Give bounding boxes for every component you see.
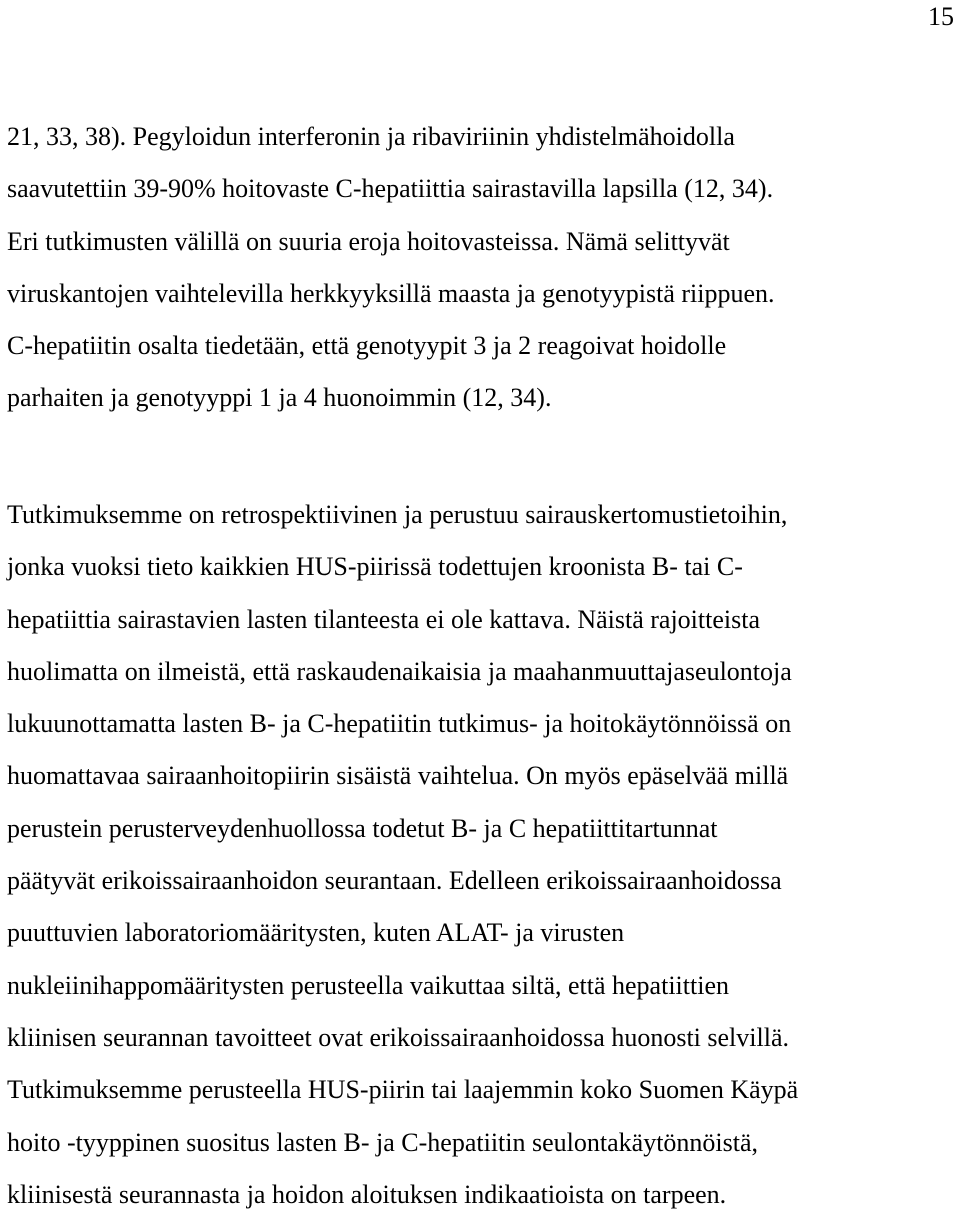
text-line: Eri tutkimusten välillä on suuria eroja hoitovasteissa. Nämä selittyvät: [7, 226, 730, 256]
text-line: C-hepatiitin osalta tiedetään, että genotyypit 3 ja 2 reagoivat hoidolle: [7, 331, 727, 361]
text-line: viruskantojen vaihtelevilla herkkyyksillä maasta ja genotyypistä riippuen.: [7, 278, 775, 308]
text-line: huolimatta on ilmeistä, että raskaudenaikaisia ja maahanmuuttajaseulontoja: [7, 656, 792, 686]
text-line: hepatiittia sairastavien lasten tilanteesta ei ole kattava. Näistä rajoitteista: [7, 604, 760, 634]
text-line: 21, 33, 38). Pegyloidun interferonin ja ribaviriinin yhdistelmähoidolla: [7, 122, 735, 151]
page-number: 15: [928, 2, 954, 31]
text-line: kliinisestä seurannasta ja hoidon aloituksen indikaatioista on tarpeen.: [7, 1179, 727, 1209]
text-line: Tutkimuksemme perusteella HUS-piirin tai laajemmin koko Suomen Käypä: [7, 1075, 799, 1105]
text-line: perustein perusterveydenhuollossa todetut B- ja C hepatiittitartunnat: [7, 813, 718, 843]
text-line: puuttuvien laboratoriomääritysten, kuten ALAT- ja virusten: [7, 918, 625, 948]
text-line: hoito -tyyppinen suositus lasten B- ja C-hepatiitin seulontakäytönnöistä,: [7, 1127, 759, 1157]
text-line: kliinisen seurannan tavoitteet ovat erikoissairaanhoidossa huonosti selvillä.: [7, 1022, 789, 1052]
paragraph-2: [7, 489, 957, 1221]
text-line: päätyvät erikoissairaanhoidon seurantaan. Edelleen erikoissairaanhoidossa: [7, 866, 782, 896]
paragraph-1: [7, 111, 957, 425]
text-line: huomattavaa sairaanhoitopiirin sisäistä vaihtelua. On myös epäselvää millä: [7, 761, 789, 791]
text-line: lukuunottamatta lasten B- ja C-hepatiitin tutkimus- ja hoitokäytönnöissä on: [7, 709, 792, 739]
text-line: jonka vuoksi tieto kaikkien HUS-piirissä todettujen kroonista B- tai C-: [7, 552, 743, 582]
text-line: saavutettiin 39-90% hoitovaste C-hepatiittia sairastavilla lapsilla (12, 34).: [7, 174, 774, 204]
text-line: nukleiinihappomääritysten perusteella vaikuttaa siltä, että hepatiittien: [7, 970, 729, 1000]
text-line: parhaiten ja genotyyppi 1 ja 4 huonoimmin (12, 34).: [7, 383, 552, 413]
text-line: Tutkimuksemme on retrospektiivinen ja perustuu sairauskertomustietoihin,: [7, 500, 788, 529]
